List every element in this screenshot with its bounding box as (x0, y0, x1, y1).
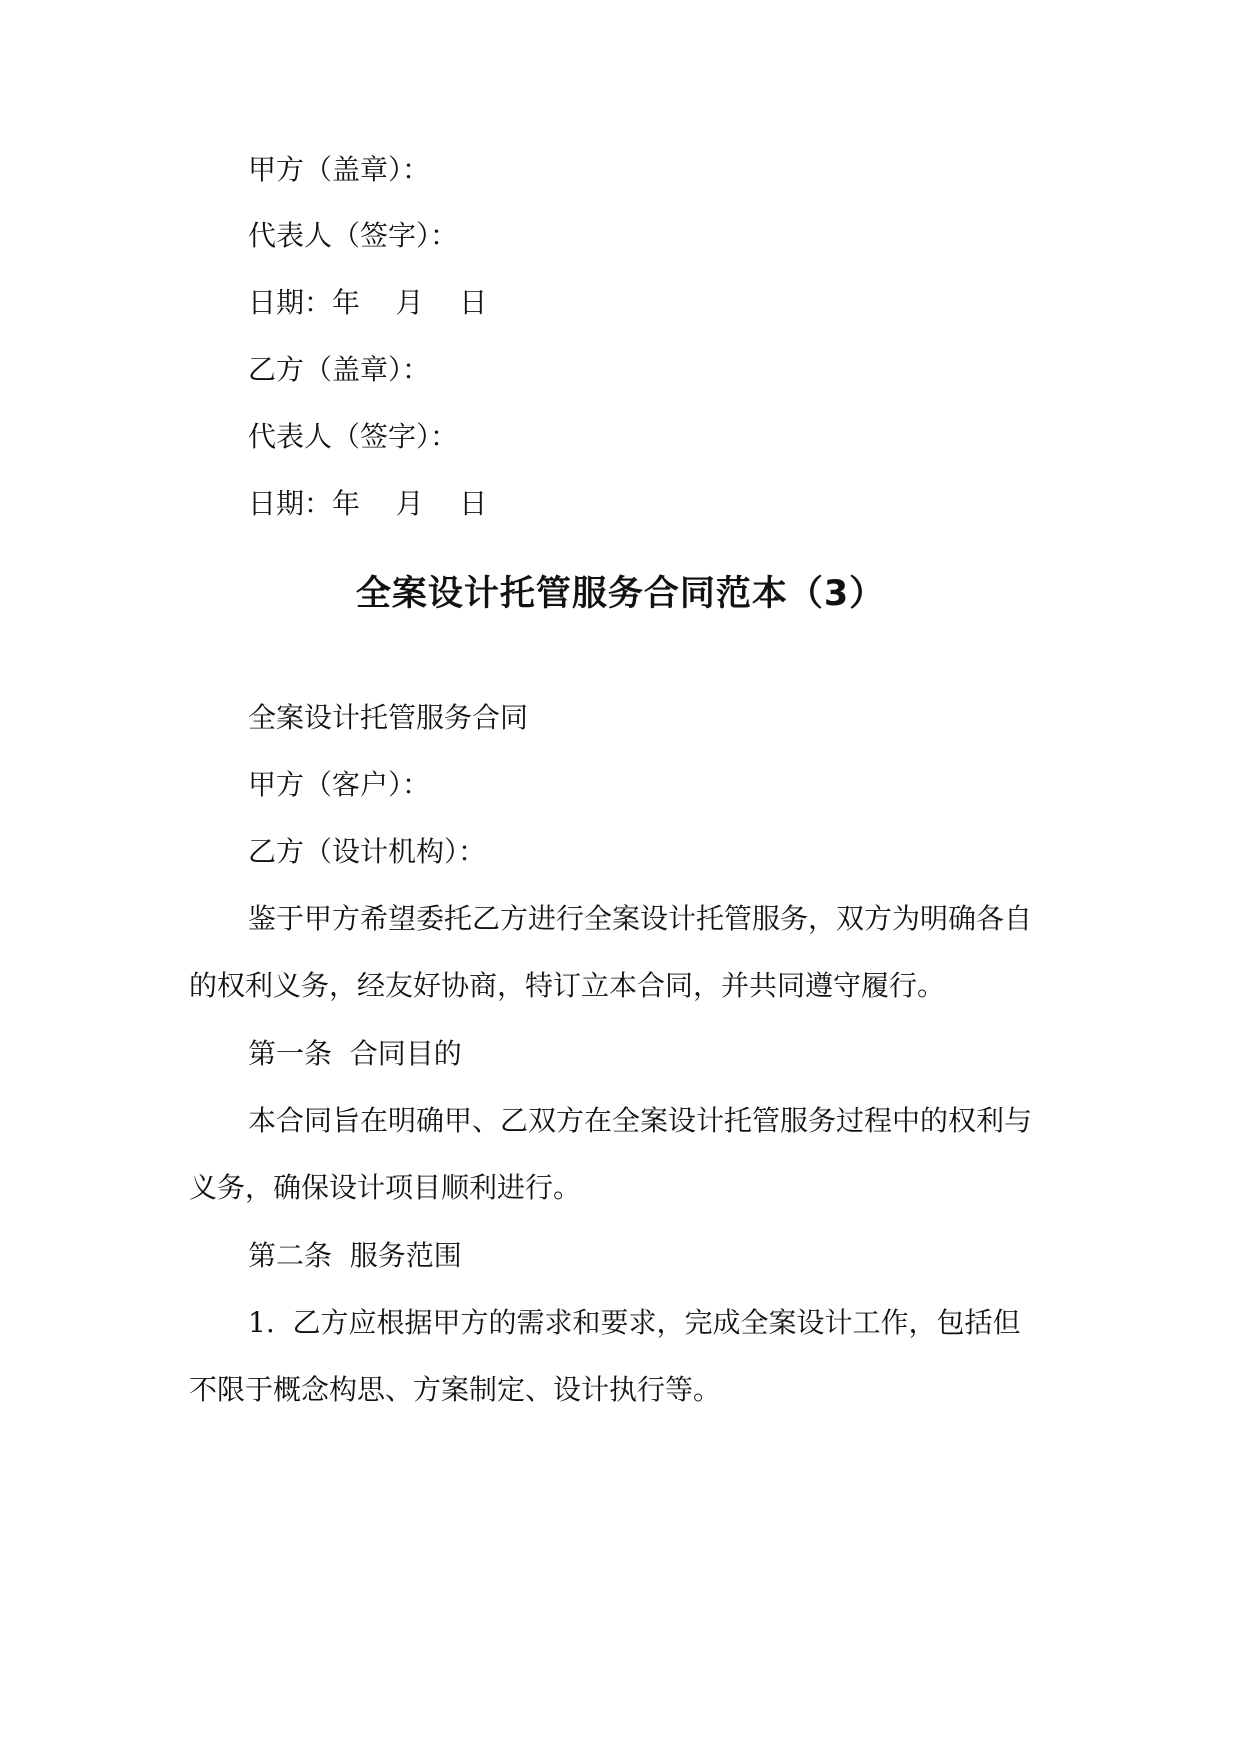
party-b-seal-line: 乙方（盖章）： (248, 353, 431, 386)
party-b-representative-line: 代表人（签字）： (248, 420, 459, 453)
party-b-date-line: 日期：年 月 日 (248, 487, 488, 520)
article-1-line-2: 义务，确保设计项目顺利进行。 (189, 1171, 582, 1204)
party-a-date-line: 日期：年 月 日 (248, 286, 488, 319)
party-a-representative-line: 代表人（签字）： (248, 219, 459, 252)
article-1-line-1: 本合同旨在明确甲、乙双方在全案设计托管服务过程中的权利与 (248, 1104, 1033, 1137)
party-a-client-line: 甲方（客户）： (248, 768, 431, 801)
contract-heading: 全案设计托管服务合同 (248, 701, 529, 734)
document-title: 全案设计托管服务合同范本（3） (355, 574, 886, 614)
party-a-seal-line: 甲方（盖章）： (248, 153, 431, 186)
article-1-heading: 第一条 合同目的 (248, 1037, 462, 1070)
article-2-heading: 第二条 服务范围 (248, 1239, 462, 1272)
party-b-design-firm-line: 乙方（设计机构）： (248, 835, 487, 868)
article-2-item-1-line-2: 不限于概念构思、方案制定、设计执行等。 (189, 1373, 722, 1406)
article-2-item-1-line-1: 1. 乙方应根据甲方的需求和要求，完成全案设计工作，包括但 (248, 1306, 1021, 1339)
preamble-line-2: 的权利义务，经友好协商，特订立本合同，并共同遵守履行。 (189, 969, 946, 1002)
preamble-line-1: 鉴于甲方希望委托乙方进行全案设计托管服务，双方为明确各自 (248, 902, 1033, 935)
